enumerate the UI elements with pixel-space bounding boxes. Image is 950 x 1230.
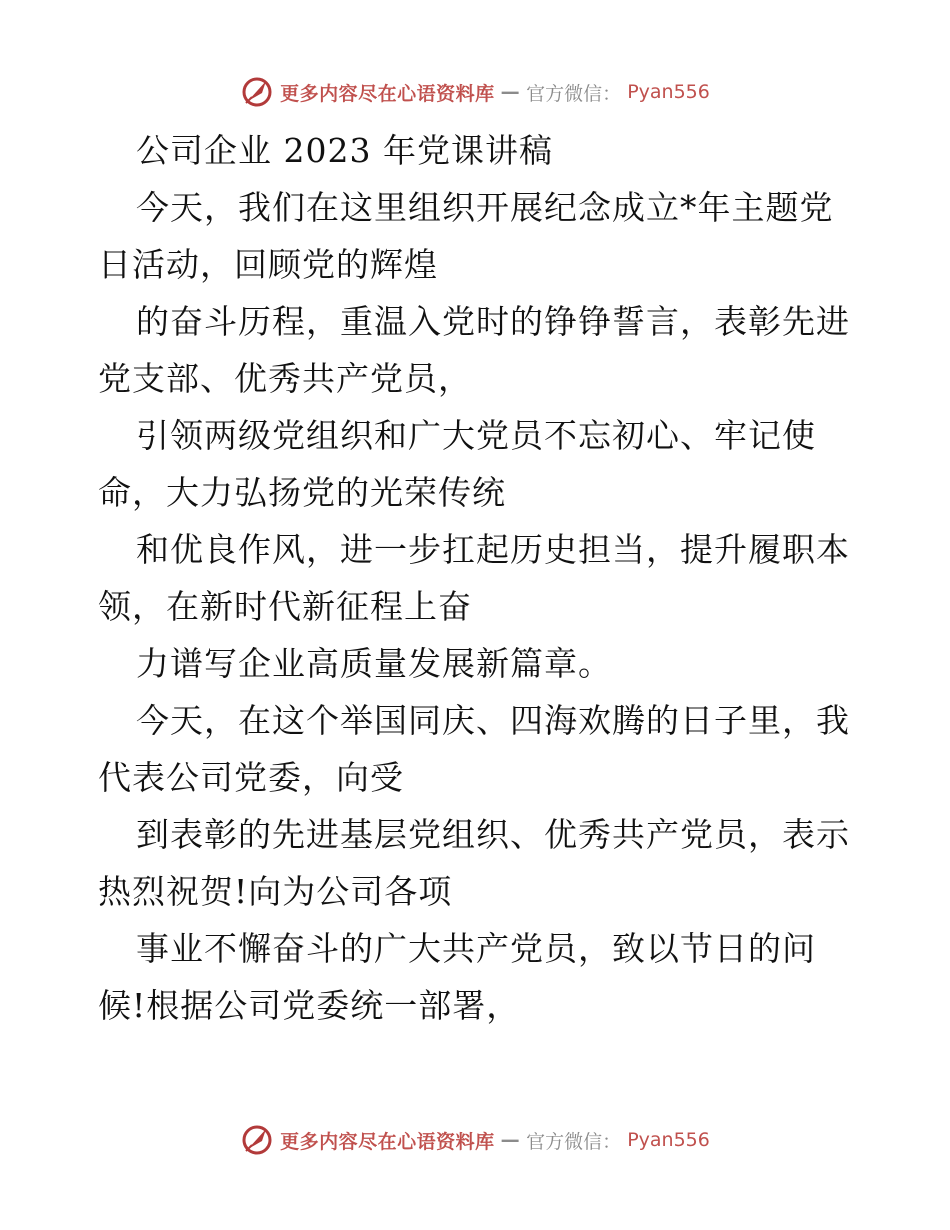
paragraph [98, 293, 858, 407]
text-line: 代表公司党委，向受 [98, 758, 404, 797]
text-line: 热烈祝贺!向为公司各项 [98, 872, 453, 911]
quill-logo-icon [240, 75, 274, 109]
banner-site-text: 更多内容尽在心语资料库 [280, 82, 495, 105]
text-line: 的奋斗历程，重温入党时的铮铮誓言，表彰先进 [136, 302, 850, 341]
banner-site-text: 更多内容尽在心语资料库 [280, 1130, 495, 1153]
text-line: 候!根据公司党委统一部署， [98, 986, 521, 1025]
banner-dash: — [500, 81, 521, 103]
text-line: 今天，我们在这里组织开展纪念成立*年主题党 [136, 188, 834, 227]
text-line: 公司企业 2023 年党课讲稿 [136, 131, 553, 170]
text-line: 引领两级党组织和广大党员不忘初心、牢记使 [136, 416, 816, 455]
text-line: 今天，在这个举国同庆、四海欢腾的日子里，我 [136, 701, 850, 740]
banner-wechat-label: 官方微信： [526, 82, 622, 105]
quill-logo-icon [240, 1123, 274, 1157]
banner-wechat-id: Pyan556 [627, 1129, 710, 1151]
paragraph [98, 179, 858, 293]
footer-watermark-banner [0, 1118, 950, 1162]
text-line: 到表彰的先进基层党组织、优秀共产党员，表示 [136, 815, 850, 854]
banner-wechat-label: 官方微信： [526, 1130, 622, 1153]
paragraph [98, 692, 858, 806]
text-line: 日活动，回顾党的辉煌 [98, 245, 438, 284]
text-line: 力谱写企业高质量发展新篇章。 [136, 644, 612, 683]
paragraph [98, 521, 858, 635]
text-line: 事业不懈奋斗的广大共产党员，致以节日的问 [136, 929, 816, 968]
text-line: 和优良作风，进一步扛起历史担当，提升履职本 [136, 530, 850, 569]
banner-wechat-id: Pyan556 [627, 81, 710, 103]
document-body [98, 122, 858, 1034]
document-title [98, 122, 858, 179]
text-line: 命，大力弘扬党的光荣传统 [98, 473, 506, 512]
text-line: 领，在新时代新征程上奋 [98, 587, 472, 626]
text-line: 党支部、优秀共产党员， [98, 359, 472, 398]
paragraph [98, 806, 858, 920]
banner-dash: — [500, 1129, 521, 1151]
paragraph [98, 635, 858, 692]
header-watermark-banner [0, 70, 950, 114]
paragraph [98, 920, 858, 1034]
paragraph [98, 407, 858, 521]
